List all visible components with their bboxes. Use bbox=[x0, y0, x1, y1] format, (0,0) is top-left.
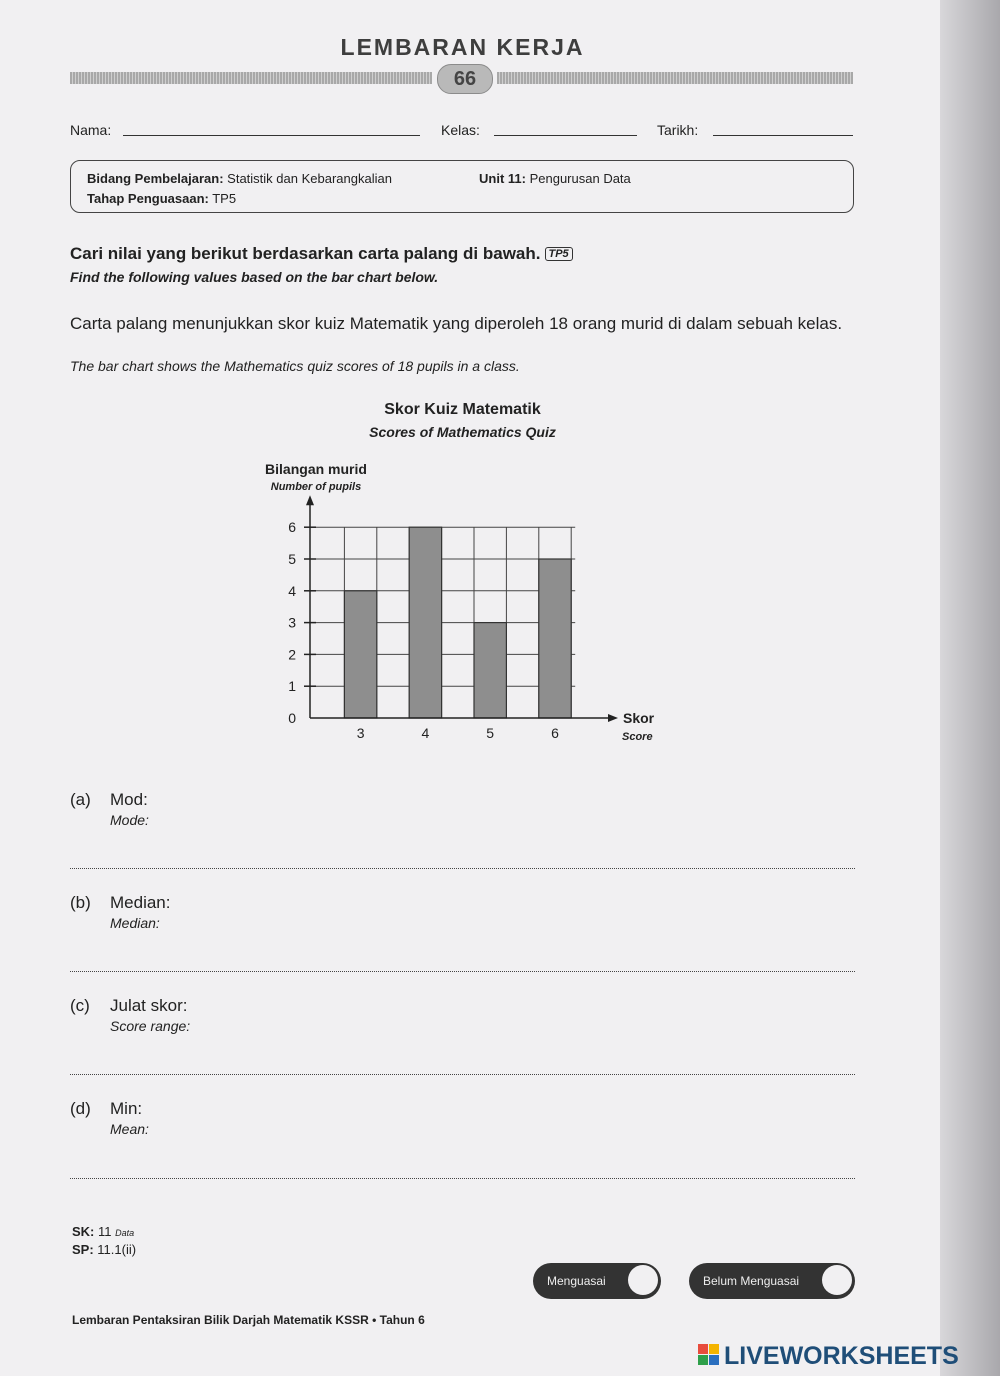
x-tick-label-4: 4 bbox=[421, 725, 430, 741]
x-tick-label-3: 3 bbox=[356, 725, 365, 741]
name-label: Nama: bbox=[70, 122, 112, 138]
mastered-label: Menguasai bbox=[547, 1274, 606, 1288]
unit-label: Unit 11: bbox=[479, 171, 526, 186]
item-c-label bbox=[70, 996, 187, 1016]
mastery-level-label: Tahap Penguasaan: bbox=[87, 191, 209, 206]
bar-score-4 bbox=[409, 527, 441, 718]
class-label: Kelas: bbox=[441, 122, 480, 138]
item-b-sub: Median: bbox=[110, 915, 160, 931]
worksheet-title: LEMBARAN KERJA bbox=[340, 34, 585, 60]
learning-area-value: Statistik dan Kebarangkalian bbox=[227, 171, 392, 186]
sp-value: 11.1(ii) bbox=[97, 1242, 137, 1257]
sp-code bbox=[72, 1242, 136, 1257]
sk-note: Data bbox=[115, 1228, 135, 1238]
date-label: Tarikh: bbox=[657, 122, 699, 138]
sk-label: SK: bbox=[72, 1224, 95, 1239]
y-tick-label-0: 0 bbox=[288, 710, 296, 726]
learning-area-label: Bidang Pembelajaran: bbox=[87, 171, 224, 186]
instruction-en: Find the following values based on the bar chart below. bbox=[70, 269, 439, 285]
y-axis-label: Bilangan murid bbox=[265, 461, 367, 477]
item-a-text: Mod: bbox=[110, 790, 148, 809]
item-d-letter: (d) bbox=[70, 1099, 91, 1118]
x-axis-arrow bbox=[608, 714, 618, 722]
y-tick-label-5: 5 bbox=[288, 551, 296, 567]
bar-score-3 bbox=[344, 591, 376, 718]
chart-title: Skor Kuiz Matematik bbox=[384, 401, 541, 418]
item-c-letter: (c) bbox=[70, 996, 90, 1015]
chart-subtitle: Scores of Mathematics Quiz bbox=[369, 424, 556, 440]
item-b-answer-line[interactable] bbox=[70, 971, 855, 972]
not-mastered-circle-icon bbox=[822, 1265, 852, 1295]
sk-code bbox=[72, 1224, 134, 1239]
item-a-label bbox=[70, 790, 148, 810]
y-tick-label-2: 2 bbox=[288, 646, 296, 663]
item-c-answer-line[interactable] bbox=[70, 1074, 855, 1075]
footer-text: Lembaran Pentaksiran Bilik Darjah Matematik KSSR • Tahun 6 bbox=[72, 1313, 425, 1327]
y-tick-label-3: 3 bbox=[288, 614, 296, 631]
y-axis-arrow bbox=[306, 495, 314, 505]
bar-score-5 bbox=[474, 623, 506, 718]
item-b-label bbox=[70, 893, 170, 913]
not-mastered-button[interactable] bbox=[689, 1263, 855, 1299]
mastery-level-value: TP5 bbox=[212, 191, 237, 206]
x-axis-label: Skor bbox=[623, 710, 655, 726]
x-tick-label-6: 6 bbox=[551, 725, 559, 741]
instruction-text: Cari nilai yang berikut berdasarkan carta palang di bawah. bbox=[70, 244, 541, 263]
mastered-button[interactable] bbox=[533, 1263, 661, 1299]
x-tick-label-5: 5 bbox=[486, 725, 495, 741]
page-number-badge: 66 bbox=[437, 64, 493, 94]
liveworksheets-logo-icon bbox=[698, 1344, 720, 1366]
liveworksheets-brand: LIVEWORKSHEETS bbox=[724, 1342, 959, 1370]
item-c-text: Julat skor: bbox=[110, 996, 188, 1015]
item-c-sub: Score range: bbox=[110, 1018, 191, 1034]
mastered-circle-icon bbox=[628, 1265, 658, 1295]
sp-label: SP: bbox=[72, 1242, 94, 1257]
not-mastered-label: Belum Menguasai bbox=[703, 1274, 800, 1288]
item-a-letter: (a) bbox=[70, 790, 91, 809]
item-d-label bbox=[70, 1099, 142, 1119]
item-d-text: Min: bbox=[110, 1099, 143, 1118]
sk-value: 11 bbox=[98, 1224, 112, 1239]
item-d-answer-line[interactable] bbox=[70, 1178, 855, 1179]
tp5-badge: TP5 bbox=[545, 247, 573, 261]
item-a-sub: Mode: bbox=[110, 812, 149, 828]
item-d-sub: Mean: bbox=[110, 1121, 149, 1137]
y-tick-label-6: 6 bbox=[288, 519, 296, 536]
y-tick-label-4: 4 bbox=[288, 582, 296, 599]
item-b-letter: (b) bbox=[70, 893, 91, 912]
y-tick-label-1: 1 bbox=[288, 678, 296, 695]
x-axis-label-en: Score bbox=[622, 731, 653, 743]
item-a-answer-line[interactable] bbox=[70, 868, 855, 869]
question-ms: Carta palang menunjukkan skor kuiz Matematik yang diperoleh 18 orang murid di dalam sebuah kelas. bbox=[70, 314, 843, 333]
bar-score-6 bbox=[539, 559, 571, 718]
y-axis-label-en: Number of pupils bbox=[270, 481, 362, 493]
item-b-text: Median: bbox=[110, 893, 171, 912]
unit-value: Pengurusan Data bbox=[529, 171, 631, 186]
question-en: The bar chart shows the Mathematics quiz scores of 18 pupils in a class. bbox=[70, 358, 520, 374]
